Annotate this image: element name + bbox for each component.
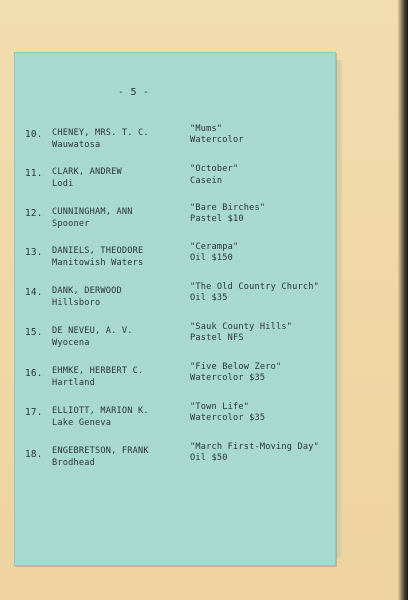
artwork-detail: Oil $35 <box>190 293 228 303</box>
entry-number: 18. <box>25 449 43 460</box>
artist-location: Hillsboro <box>52 298 101 308</box>
page-number: - 5 - <box>118 87 150 98</box>
artwork-title: "Cerampa" <box>190 242 239 252</box>
scanner-edge-shadow <box>398 0 408 600</box>
artist-name: DE NEVEU, A. V. <box>52 326 133 336</box>
entry-number: 16. <box>25 368 43 379</box>
entry-number: 14. <box>25 287 43 298</box>
artist-name: CLARK, ANDREW <box>52 167 122 177</box>
artist-location: Manitowish Waters <box>52 258 144 268</box>
artwork-detail: Watercolor $35 <box>190 373 266 383</box>
artwork-title: "Town Life" <box>190 402 250 412</box>
artist-name: ELLIOTT, MARION K. <box>52 406 149 416</box>
artwork-title: "The Old Country Church" <box>190 282 319 292</box>
artist-name: CHENEY, MRS. T. C. <box>52 128 149 138</box>
artist-location: Wyocena <box>52 338 90 348</box>
entry-number: 17. <box>25 407 43 418</box>
artwork-detail: Oil $50 <box>190 453 228 463</box>
entry-number: 13. <box>25 247 43 258</box>
artist-name: ENGEBRETSON, FRANK <box>52 446 149 456</box>
artwork-title: "Mums" <box>190 124 223 134</box>
artwork-detail: Pastel $10 <box>190 214 244 224</box>
artist-location: Brodhead <box>52 458 95 468</box>
artwork-title: "Sauk County Hills" <box>190 322 293 332</box>
artist-location: Lake Geneva <box>52 418 112 428</box>
artist-name: EHMKE, HERBERT C. <box>52 366 144 376</box>
artist-location: Wauwatosa <box>52 140 101 150</box>
artwork-detail: Watercolor $35 <box>190 413 266 423</box>
entry-number: 11. <box>25 168 43 179</box>
artist-name: CUNNINGHAM, ANN <box>52 207 133 217</box>
artwork-detail: Oil $150 <box>190 253 233 263</box>
artwork-detail: Pastel NFS <box>190 333 244 343</box>
artist-location: Lodi <box>52 179 74 189</box>
artwork-title: "March First-Moving Day" <box>190 442 319 452</box>
artwork-detail: Watercolor <box>190 135 244 145</box>
artist-location: Hartland <box>52 378 95 388</box>
artwork-detail: Casein <box>190 176 223 186</box>
artist-location: Spooner <box>52 219 90 229</box>
entry-number: 15. <box>25 327 43 338</box>
artist-name: DANIELS, THEODORE <box>52 246 144 256</box>
entry-number: 12. <box>25 208 43 219</box>
artist-name: DANK, DERWOOD <box>52 286 122 296</box>
artwork-title: "Bare Birches" <box>190 203 266 213</box>
artwork-title: "October" <box>190 164 239 174</box>
artwork-title: "Five Below Zero" <box>190 362 282 372</box>
entry-number: 10. <box>25 129 43 140</box>
